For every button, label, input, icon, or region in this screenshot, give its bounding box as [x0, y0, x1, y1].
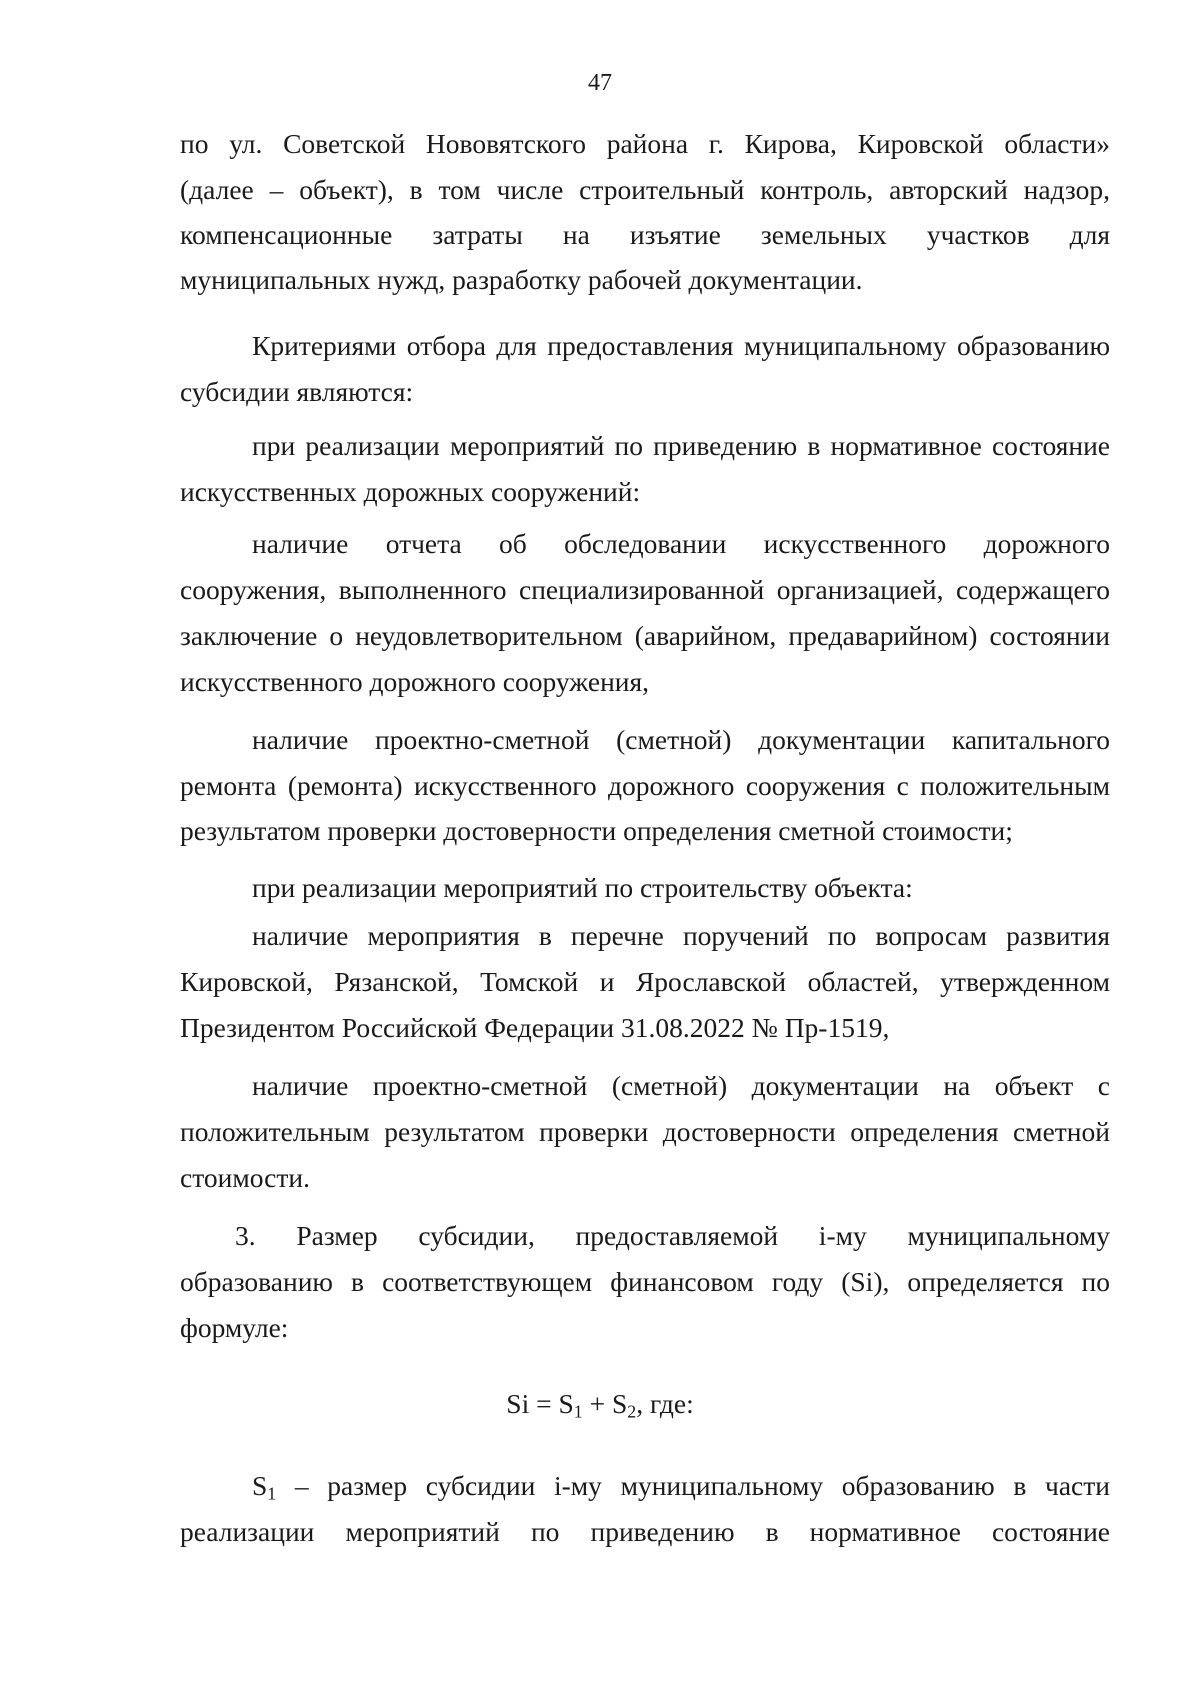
- text-line: компенсационные затраты на изъятие земельных участков для: [180, 219, 1110, 250]
- text-line: стоимости.: [180, 1162, 310, 1193]
- text-line: Кировской, Рязанской, Томской и Ярославской областей, утвержденном: [180, 966, 1110, 997]
- text-line: искусственного дорожного сооружения,: [180, 666, 650, 697]
- text-line: заключение о неудовлетворительном (аварийном, предаварийном) состоянии: [180, 620, 1110, 651]
- text-line: 3. Размер субсидии, предоставляемой i-му муниципальному: [235, 1220, 1110, 1251]
- text-line: (далее – объект), в том числе строительный контроль, авторский надзор,: [180, 174, 1110, 205]
- text-line: при реализации мероприятий по приведению в нормативное состояние: [252, 430, 1110, 461]
- text-line: по ул. Советской Нововятского района г. Кирова, Кировской области»: [180, 128, 1110, 159]
- page-number: 47: [588, 70, 612, 96]
- text-line: формуле:: [180, 1312, 289, 1343]
- text-line: субсидии являются:: [180, 376, 414, 407]
- text-line: образованию в соответствующем финансовом году (Si), определяется по: [180, 1266, 1110, 1297]
- text-line: муниципальных нужд, разработку рабочей документации.: [180, 264, 863, 295]
- text-line: сооружения, выполненного специализированной организацией, содержащего: [180, 574, 1110, 605]
- text-line: результатом проверки достоверности определения сметной стоимости;: [180, 815, 1013, 846]
- text-line: наличие проектно-сметной (сметной) документации на объект с: [252, 1070, 1110, 1101]
- formula: $Si = S_1 + S_2$, где:: [506, 1388, 694, 1422]
- text-line: ремонта (ремонта) искусственного дорожного сооружения с положительным: [180, 770, 1110, 801]
- definition-s1: $S_1$ – размер субсидии i-му муниципальному образованию в части: [252, 1470, 1110, 1504]
- text-line: реализации мероприятий по приведению в нормативное состояние: [180, 1516, 1110, 1547]
- text-line: искусственных дорожных сооружений:: [180, 476, 641, 507]
- text-line: Критериями отбора для предоставления муниципальному образованию: [252, 330, 1110, 361]
- text-line: наличие отчета об обследовании искусственного дорожного: [252, 528, 1110, 559]
- text-line: Президентом Российской Федерации 31.08.2022 № Пр-1519,: [180, 1012, 890, 1043]
- text-line: при реализации мероприятий по строительству объекта:: [252, 872, 913, 903]
- text-line: положительным результатом проверки достоверности определения сметной: [180, 1116, 1110, 1147]
- text-line: наличие проектно-сметной (сметной) документации капитального: [252, 724, 1110, 755]
- text-line: наличие мероприятия в перечне поручений по вопросам развития: [252, 920, 1110, 951]
